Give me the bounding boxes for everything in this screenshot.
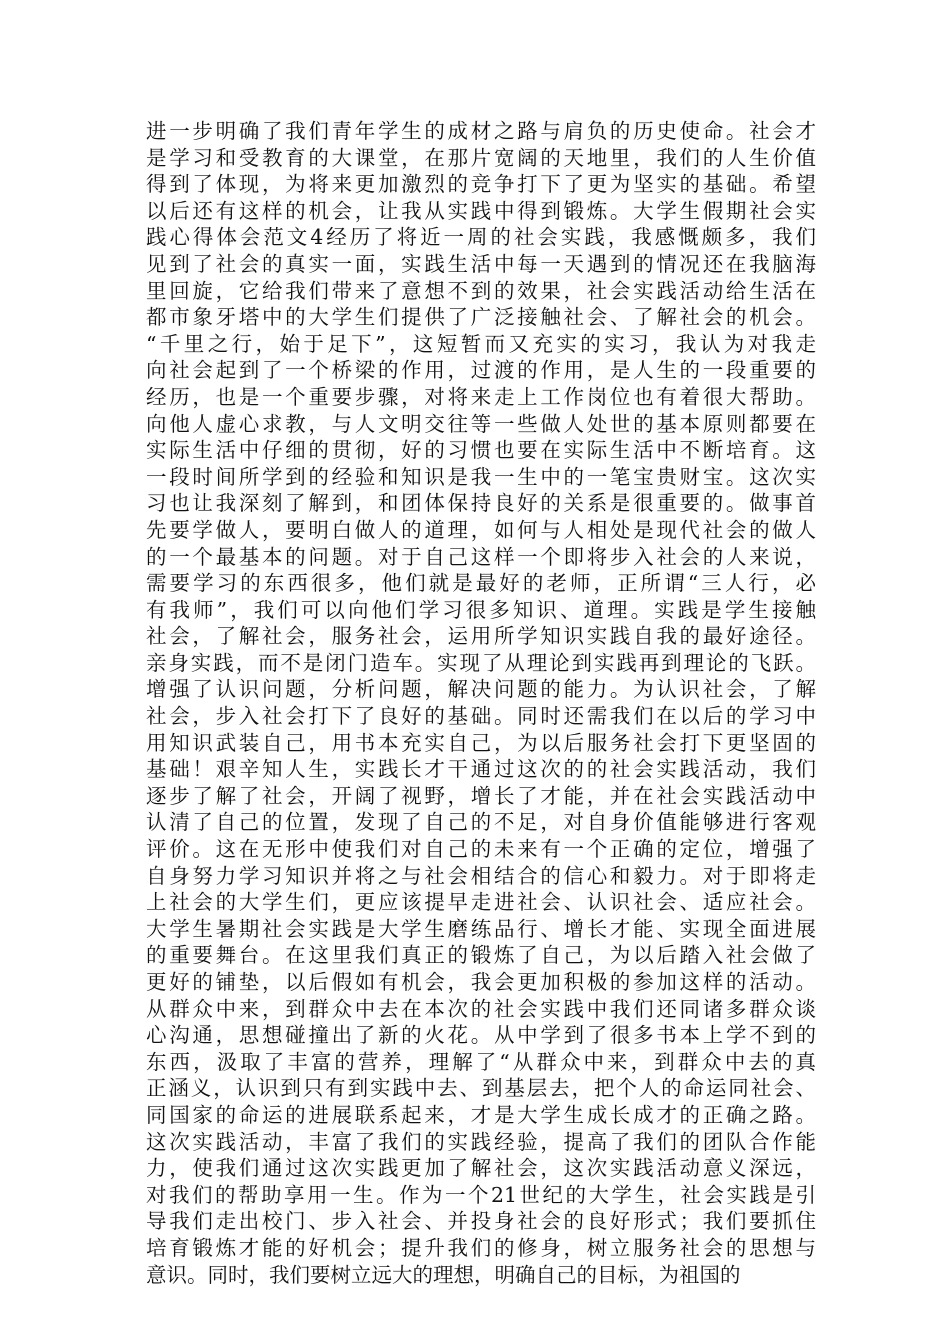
text-line: 认清了自己的位置，发现了自己的不足，对自身价值能够进行客观 <box>146 810 816 835</box>
text-line: 向社会起到了一个桥梁的作用，过渡的作用，是人生的一段重要的 <box>146 358 816 383</box>
text-line: 一段时间所学到的经验和知识是我一生中的一笔宝贵财宝。这次实 <box>146 464 816 489</box>
text-line: 同国家的命运的进展联系起来，才是大学生成长成才的正确之路。 <box>146 1102 816 1127</box>
text-line: 力，使我们通过这次实践更加了解社会，这次实践活动意义深远， <box>146 1156 816 1181</box>
text-line: 更好的铺垫，以后假如有机会，我会更加积极的参加这样的活动。 <box>146 970 816 994</box>
text-line: 大学生暑期社会实践是大学生磨练品行、增长才能、实现全面进展 <box>146 916 816 941</box>
text-line: 增强了认识问题，分析问题，解决问题的能力。为认识社会，了解 <box>146 677 816 702</box>
text-line: 自身努力学习知识并将之与社会相结合的信心和毅力。对于即将走 <box>146 863 816 888</box>
text-line: “千里之行，始于足下”，这短暂而又充实的实习，我认为对我走 <box>146 331 816 356</box>
text-line: 有我师”，我们可以向他们学习很多知识、道理。实践是学生接触 <box>146 597 816 622</box>
text-line: 社会，步入社会打下了良好的基础。同时还需我们在以后的学习中 <box>146 704 816 729</box>
document-body <box>146 118 816 1288</box>
text-line: 东西，汲取了丰富的营养，理解了“从群众中来，到群众中去的真 <box>146 1049 816 1074</box>
text-line: 导我们走出校门、步入社会、并投身社会的良好形式；我们要抓住 <box>146 1209 816 1234</box>
text-line: 培育锻炼才能的好机会；提升我们的修身，树立服务社会的思想与 <box>146 1235 816 1260</box>
text-line: 用知识武装自己，用书本充实自己，为以后服务社会打下更坚固的 <box>146 730 816 755</box>
text-line: 践心得体会范文4经历了将近一周的社会实践，我感慨颇多，我们 <box>146 225 816 250</box>
text-line: 习也让我深刻了解到，和团体保持良好的关系是很重要的。做事首 <box>146 491 816 516</box>
text-line: 上社会的大学生们，更应该提早走进社会、认识社会、适应社会。 <box>146 890 816 915</box>
text-line: 评价。这在无形中使我们对自己的未来有一个正确的定位，增强了 <box>146 837 816 862</box>
text-line: 见到了社会的真实一面，实践生活中每一天遇到的情况还在我脑海 <box>146 251 816 276</box>
text-line: 正涵义，认识到只有到实践中去、到基层去，把个人的命运同社会、 <box>146 1076 816 1101</box>
text-line: 需要学习的东西很多，他们就是最好的老师，正所谓“三人行，必 <box>146 571 816 596</box>
text-line: 进一步明确了我们青年学生的成材之路与肩负的历史使命。社会才 <box>146 119 816 143</box>
text-line: 经历，也是一个重要步骤，对将来走上工作岗位也有着很大帮助。 <box>146 384 816 409</box>
text-line: 社会，了解社会，服务社会，运用所学知识实践自我的最好途径。 <box>146 624 816 649</box>
text-line: 向他人虚心求教，与人文明交往等一些做人处世的基本原则都要在 <box>146 411 816 436</box>
text-line: 心沟通，思想碰撞出了新的火花。从中学到了很多书本上学不到的 <box>146 1023 816 1048</box>
text-line: 基础！艰辛知人生，实践长才干通过这次的的社会实践活动，我们 <box>146 757 816 782</box>
text-line: 得到了体现，为将来更加激烈的竞争打下了更为坚实的基础。希望 <box>146 172 816 197</box>
text-line: 都市象牙塔中的大学生们提供了广泛接触社会、了解社会的机会。 <box>146 305 816 330</box>
text-line: 里回旋，它给我们带来了意想不到的效果，社会实践活动给生活在 <box>146 278 816 303</box>
text-line: 亲身实践，而不是闭门造车。实现了从理论到实践再到理论的飞跃。 <box>146 650 816 675</box>
text-line: 以后还有这样的机会，让我从实践中得到锻炼。大学生假期社会实 <box>146 198 816 223</box>
text-line: 实际生活中仔细的贯彻，好的习惯也要在实际生活中不断培育。这 <box>146 438 816 463</box>
text-line: 是学习和受教育的大课堂，在那片宽阔的天地里，我们的人生价值 <box>146 145 816 170</box>
text-line: 先要学做人，要明白做人的道理，如何与人相处是现代社会的做人 <box>146 517 816 542</box>
text-line: 的一个最基本的问题。对于自己这样一个即将步入社会的人来说， <box>146 544 816 569</box>
text-line: 从群众中来，到群众中去在本次的社会实践中我们还同诸多群众谈 <box>146 996 816 1021</box>
text-line: 的重要舞台。在这里我们真正的锻炼了自己，为以后踏入社会做了 <box>146 943 816 968</box>
text-line: 对我们的帮助享用一生。作为一个21世纪的大学生，社会实践是引 <box>146 1182 816 1207</box>
text-line: 逐步了解了社会，开阔了视野，增长了才能，并在社会实践活动中 <box>146 783 816 808</box>
text-line: 这次实践活动，丰富了我们的实践经验，提高了我们的团队合作能 <box>146 1129 816 1154</box>
text-line: 意识。同时，我们要树立远大的理想，明确自己的目标，为祖国的 <box>146 1262 741 1287</box>
